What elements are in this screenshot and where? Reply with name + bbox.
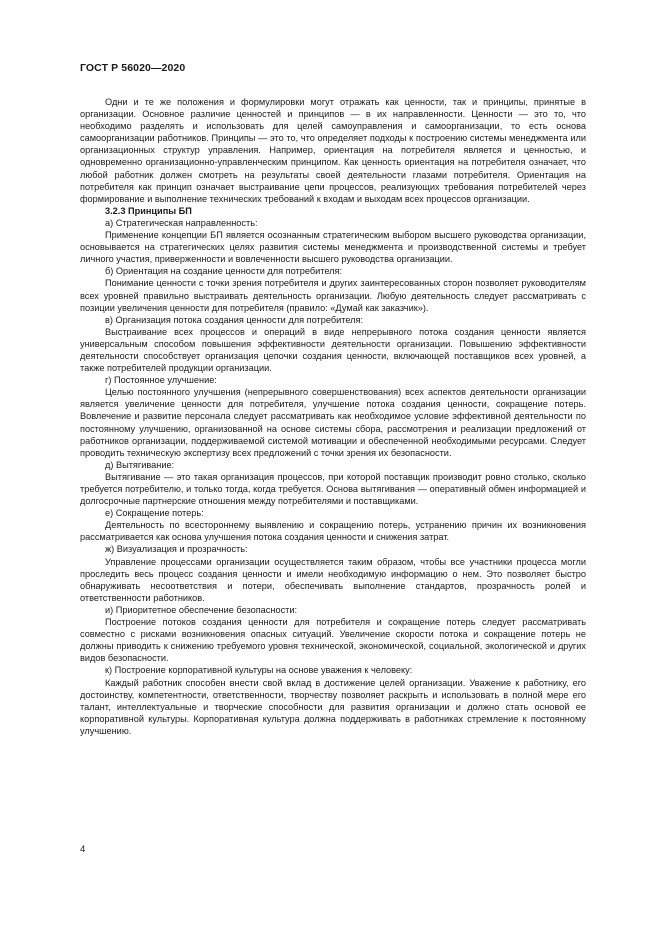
paragraph: а) Стратегическая направленность: bbox=[105, 217, 258, 228]
page-number: 4 bbox=[80, 844, 86, 855]
paragraph: Построение потоков создания ценности для потребителя и сокращение потерь следует рассматривать совместно с рисками возникновения опасных ситуаций. Увеличение скорости потока и сокращение потерь не должны приводить к снижению требуемого уровня технической, экономической, социальной, экологической и других видов безопасности. bbox=[80, 617, 586, 664]
paragraph: Применение концепции БП является осознанным стратегическим выбором высшего руководства организации, основывается на стратегических целях развития системы менеджмента и производственной системы и требует личного участия, приверженности и вовлеченности высшего руководства организации. bbox=[80, 230, 586, 265]
paragraph: Выстраивание всех процессов и операций в виде непрерывного потока создания ценности является универсальным способом повышения эффективности деятельности организации. Повышению эффективности деятельности способствует организация цепочки создания ценности, включающей поставщиков всех уровней, а также потребителей продукции организации. bbox=[80, 326, 586, 374]
document-body bbox=[80, 96, 586, 737]
paragraph: б) Ориентация на создание ценности для потребителя: bbox=[105, 266, 343, 277]
paragraph: Целью постоянного улучшения (непрерывного совершенствования) всех аспектов деятельности организации является увеличение ценности для потребителя, улучшение потока создания ценности, сокращение потерь. Вовлечение и развитие персонала следует рассматривать как необходимое условие эффективной деятельности по постоянному улучшению, организованной на основе системы сбора, рассмотрения и реализации предложений от работников организации, поддерживаемой системой мотивации и обеспеченной необходимыми ресурсами. Следует проводить техническую экспертизу всех предложений с точки зрения их безопасности. bbox=[80, 387, 586, 458]
paragraph: Вытягивание — это такая организация процессов, при которой поставщик производит ровно столько, сколько требуется потребителю, и только тогда, когда требуется. Основа вытягивания — оперативный обмен информацией и долгосрочные партнерские отношения между потребителями и поставщиками. bbox=[80, 471, 586, 507]
paragraph: д) Вытягивание: bbox=[105, 459, 175, 470]
paragraph: Понимание ценности с точки зрения потребителя и других заинтересованных сторон позволяет руководителям всех уровней правильно выстраивать деятельность организации. Любую деятельность следует рассматривать с позиции увеличения ценности для потребителя (правило: «Думай как заказчик»). bbox=[80, 278, 586, 313]
document-header: ГОСТ Р 56020—2020 bbox=[80, 62, 186, 74]
paragraph: Каждый работник способен внести свой вклад в достижение целей организации. Уважение к работнику, его достоинству, компетентности, ответственности, творчеству позволяет раскрыть и использовать в полной мере его талант, интеллектуальные и творческие способности для развития организации и должно стать основой ее корпоративной культуры. Корпоративная культура должна поддерживать в работниках стремление к постоянному улучшению. bbox=[80, 677, 586, 736]
paragraph: е) Сокращение потерь: bbox=[105, 508, 204, 519]
paragraph: г) Постоянное улучшение: bbox=[105, 375, 217, 386]
section-heading: 3.2.3 Принципы БП bbox=[105, 205, 192, 216]
paragraph: ж) Визуализация и прозрачность: bbox=[105, 544, 248, 555]
paragraph: и) Приоритетное обеспечение безопасности: bbox=[105, 604, 298, 615]
paragraph: к) Построение корпоративной культуры на основе уважения к человеку: bbox=[105, 665, 413, 676]
paragraph: Управление процессами организации осуществляется таким образом, чтобы все участники процесса могли проследить весь процесс создания ценности и имели необходимую информацию о нем. Это позволяет быстро обнаруживать несоответствия и потери, обеспечивать выполнение стандартов, прозрачность ролей и ответственности работников. bbox=[80, 556, 586, 603]
paragraph: в) Организация потока создания ценности для потребителя: bbox=[105, 314, 364, 325]
paragraph: Одни и те же положения и формулировки могут отражать как ценности, так и принципы, принятые в организации. Основное различие ценностей и принципов — в их направленности. Ценности — это то, что необходимо разделять и использовать для целей самоуправления и самоорганизации, то есть основа самоорганизации работников. Принципы — это то, что определяет подходы к построению системы менеджмента или организационных структур управления. Например, ориентация на потребителя является и ценностью, и одновременно организационно-управленческим принципом. Как ценность ориентация на потребителя означает, что любой работник должен смотреть на результаты своей деятельности глазами потребителя. Ориентация на потребителя как принцип означает выстраивание цепи процессов, реализующих требования потребителей через формирование и выполнение технических требований к входам и выходам всех процессов организации. bbox=[80, 97, 586, 204]
paragraph: Деятельность по всестороннему выявлению и сокращению потерь, устранению причин их возникновения рассматривается как основа улучшения потока создания ценности и снижения затрат. bbox=[80, 520, 586, 543]
